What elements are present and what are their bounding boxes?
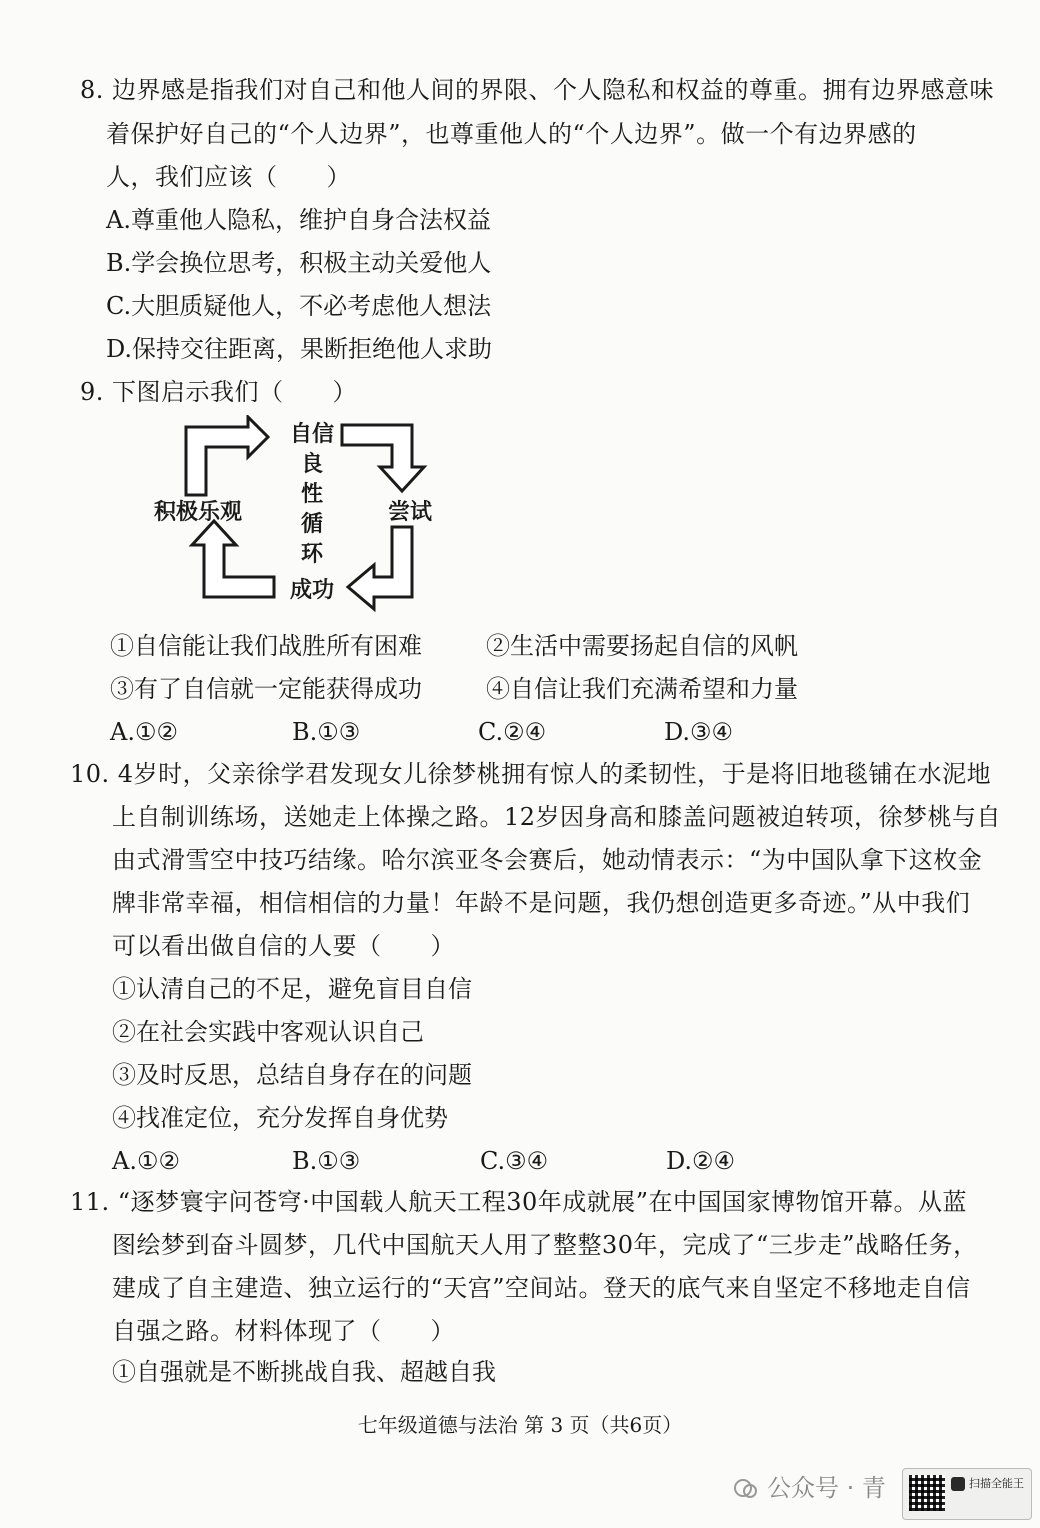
- arrow-down-left: [348, 527, 412, 609]
- q11-statement-1: ①自强就是不断挑战自我、超越自我: [112, 1358, 496, 1386]
- diagram-bottom-label: 成功: [289, 578, 335, 603]
- q8-option-d: D.保持交往距离，果断拒绝他人求助: [106, 335, 493, 363]
- diagram-left-label: 积极乐观: [153, 500, 243, 525]
- q8-stem-line-1: 8. 边界感是指我们对自己和他人间的界限、个人隐私和权益的尊重。拥有边界感意味: [80, 76, 995, 104]
- q10-option-c: C.③④: [480, 1147, 549, 1175]
- arrow-left-up: [192, 521, 274, 597]
- q10-stem-line-5: 可以看出做自信的人要（ ）: [112, 932, 455, 960]
- qr-code-icon: [909, 1475, 945, 1511]
- diagram-center-char-2: 性: [300, 482, 324, 507]
- q11-stem-line-3: 建成了自主建造、独立运行的“天宫”空间站。登天的底气来自坚定不移地走自信: [112, 1274, 971, 1302]
- q9-stem: 9. 下图启示我们（ ）: [80, 378, 358, 406]
- scanner-badge: [902, 1468, 1032, 1520]
- q11-stem-line-4: 自强之路。材料体现了（ ）: [112, 1317, 455, 1345]
- diagram-top-label: 自信: [289, 422, 335, 447]
- scanner-badge-label: 扫描全能王: [969, 1477, 1024, 1490]
- scanner-logo-icon: [951, 1477, 965, 1491]
- watermark-text: 公众号 · 青: [767, 1474, 886, 1502]
- wechat-icon: [733, 1476, 759, 1502]
- q11-stem-line-1: 11. “逐梦寰宇问苍穹·中国载人航天工程30年成就展”在中国国家博物馆开幕。从蓝: [70, 1188, 968, 1216]
- q11-stem-line-2: 图绘梦到奋斗圆梦，几代中国航天人用了整整30年，完成了“三步走”战略任务，: [112, 1231, 978, 1259]
- q8-option-b: B.学会换位思考，积极主动关爱他人: [106, 249, 492, 277]
- q10-stem-line-2: 上自制训练场，送她走上体操之路。12岁因身高和膝盖问题被迫转项，徐梦桃与自: [112, 803, 1002, 831]
- q9-option-d: D.③④: [664, 718, 734, 746]
- page-footer: 七年级道德与法治 第 3 页（共6页）: [357, 1413, 683, 1437]
- wechat-watermark: [733, 1468, 886, 1503]
- q10-option-a: A.①②: [112, 1147, 180, 1175]
- q10-statement-1: ①认清自己的不足，避免盲目自信: [112, 975, 472, 1003]
- q8-stem-line-2: 着保护好自己的“个人边界”，也尊重他人的“个人边界”。做一个有边界感的: [106, 120, 917, 148]
- q9-statement-3: ③有了自信就一定能获得成功: [110, 675, 422, 703]
- q9-option-c: C.②④: [478, 718, 547, 746]
- q10-stem-line-3: 由式滑雪空中技巧结缘。哈尔滨亚冬会赛后，她动情表示：“为中国队拿下这枚金: [112, 846, 983, 874]
- q9-option-a: A.①②: [110, 718, 178, 746]
- q10-option-d: D.②④: [666, 1147, 736, 1175]
- q10-statement-4: ④找准定位，充分发挥自身优势: [112, 1104, 448, 1132]
- q8-option-c: C.大胆质疑他人，不必考虑他人想法: [106, 292, 492, 320]
- q10-stem-line-1: 10. 4岁时，父亲徐学君发现女儿徐梦桃拥有惊人的柔韧性，于是将旧地毯铺在水泥地: [70, 760, 992, 788]
- arrow-up-right: [186, 417, 268, 495]
- cycle-diagram: [140, 415, 460, 615]
- q9-option-b: B.①③: [292, 718, 361, 746]
- q10-statement-3: ③及时反思，总结自身存在的问题: [112, 1061, 472, 1089]
- q8-stem-line-3: 人，我们应该（ ）: [106, 163, 351, 191]
- q10-statement-2: ②在社会实践中客观认识自己: [112, 1018, 424, 1046]
- q10-option-b: B.①③: [292, 1147, 361, 1175]
- q9-statement-1: ①自信能让我们战胜所有困难: [110, 632, 422, 660]
- diagram-center-char-3: 循: [300, 512, 324, 537]
- arrow-right-down: [342, 425, 424, 491]
- diagram-right-label: 尝试: [387, 500, 433, 525]
- q10-stem-line-4: 牌非常幸福，相信相信的力量！年龄不是问题，我仍想创造更多奇迹。”从中我们: [112, 889, 971, 917]
- q9-statement-4: ④自信让我们充满希望和力量: [486, 675, 798, 703]
- diagram-center-char-1: 良: [300, 452, 324, 477]
- q8-option-a: A.尊重他人隐私，维护自身合法权益: [106, 206, 491, 234]
- diagram-center-char-4: 环: [300, 542, 324, 567]
- q9-statement-2: ②生活中需要扬起自信的风帆: [486, 632, 798, 660]
